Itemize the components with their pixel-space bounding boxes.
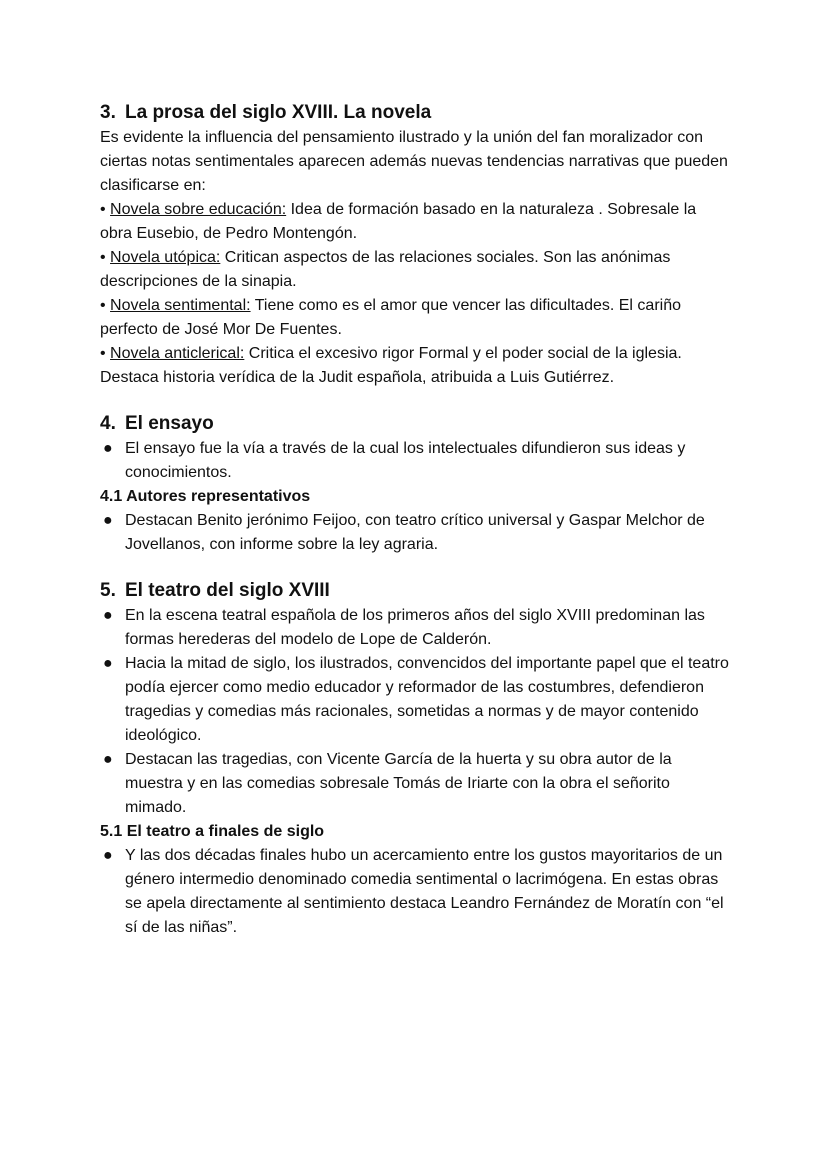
section-5-list	[100, 604, 732, 820]
section-4-title	[100, 411, 732, 437]
item-label: Novela sobre educación:	[110, 201, 287, 218]
list-item	[100, 509, 732, 557]
list-item	[100, 844, 732, 940]
section-5-1-title: 5.1 El teatro a finales de siglo	[100, 823, 325, 840]
section-5-1-list	[100, 844, 732, 940]
item-text: Critican aspectos de las relaciones sociales. Son las anónimas descripciones de la sinapia.	[100, 249, 671, 290]
section-4-1-title: 4.1 Autores representativos	[100, 488, 311, 505]
spacer	[100, 557, 732, 578]
section-3-number: 3.	[100, 102, 116, 123]
item-label: Novela utópica:	[110, 249, 221, 266]
bullet-icon: ●	[103, 847, 113, 864]
section-4-number: 4.	[100, 413, 116, 434]
section-3-item: • Novela anticlerical: Critica el excesivo rigor Formal y el poder social de la iglesia. Destaca historia verídica de la Judit española, atribuida a Luis Gutiérrez.	[100, 345, 682, 386]
section-5-number: 5.	[100, 580, 116, 601]
list-item	[100, 652, 732, 748]
bullet-icon: ●	[103, 751, 113, 768]
list-item-text: En la escena teatral española de los primeros años del siglo XVIII predominan las formas herederas del modelo de Lope de Calderón.	[125, 607, 705, 648]
list-item	[100, 748, 732, 820]
section-3-title	[100, 100, 732, 126]
list-item-text: El ensayo fue la vía a través de la cual los intelectuales difundieron sus ideas y conocimientos.	[125, 440, 686, 481]
list-item-text: Destacan las tragedias, con Vicente García de la huerta y su obra autor de la muestra y en las comedias sobresale Tomás de Iriarte con la obra el señorito mimado.	[125, 751, 672, 816]
bullet-icon: ●	[103, 512, 113, 529]
list-item-text: Hacia la mitad de siglo, los ilustrados, convencidos del importante papel que el teatro podía ejercer como medio educador y reformador de las costumbres, defendieron tragedias y comedias más racionales, sometidas a normas y de mayor contenido ideológico.	[125, 655, 729, 744]
section-4-list	[100, 437, 732, 485]
list-item-text: Y las dos décadas finales hubo un acercamiento entre los gustos mayoritarios de un género intermedio denominado comedia sentimental o lacrimógena. En estas obras se apela directamente al sentimiento destaca Leandro Fernández de Moratín con “el sí de las niñas”.	[125, 847, 724, 936]
list-item	[100, 437, 732, 485]
bullet-icon: ●	[103, 440, 113, 457]
item-text: Idea de formación basado en la naturaleza . Sobresale la obra Eusebio, de Pedro Montengón.	[100, 201, 697, 242]
section-5-title-text: El teatro del siglo XVIII	[125, 580, 330, 601]
item-text: Tiene como es el amor que vencer las dificultades. El cariño perfecto de José Mor De Fuentes.	[100, 297, 681, 338]
section-4-1-list	[100, 509, 732, 557]
item-label: Novela anticlerical:	[110, 345, 245, 362]
section-5-title	[100, 578, 732, 604]
section-3-item: • Novela sobre educación: Idea de formación basado en la naturaleza . Sobresale la obra Eusebio, de Pedro Montengón.	[100, 201, 697, 242]
spacer	[100, 390, 732, 411]
bullet-icon: ●	[103, 607, 113, 624]
section-3-title-text: La prosa del siglo XVIII. La novela	[125, 102, 432, 123]
bullet-icon: ●	[103, 655, 113, 672]
section-3-intro: Es evidente la influencia del pensamiento ilustrado y la unión del fan moralizador con ciertas notas sentimentales aparecen además nuevas tendencias narrativas que pueden clasificarse en:	[100, 129, 728, 194]
item-label: Novela sentimental:	[110, 297, 251, 314]
list-item-text: Destacan Benito jerónimo Feijoo, con teatro crítico universal y Gaspar Melchor de Jovellanos, con informe sobre la ley agraria.	[125, 512, 705, 553]
section-3-item: • Novela sentimental: Tiene como es el amor que vencer las dificultades. El cariño perfecto de José Mor De Fuentes.	[100, 297, 681, 338]
section-4-title-text: El ensayo	[125, 413, 214, 434]
item-text: Critica el excesivo rigor Formal y el poder social de la iglesia. Destaca historia verídica de la Judit española, atribuida a Luis Gutiérrez.	[100, 345, 682, 386]
section-3-item: • Novela utópica: Critican aspectos de las relaciones sociales. Son las anónimas descripciones de la sinapia.	[100, 249, 671, 290]
list-item	[100, 604, 732, 652]
